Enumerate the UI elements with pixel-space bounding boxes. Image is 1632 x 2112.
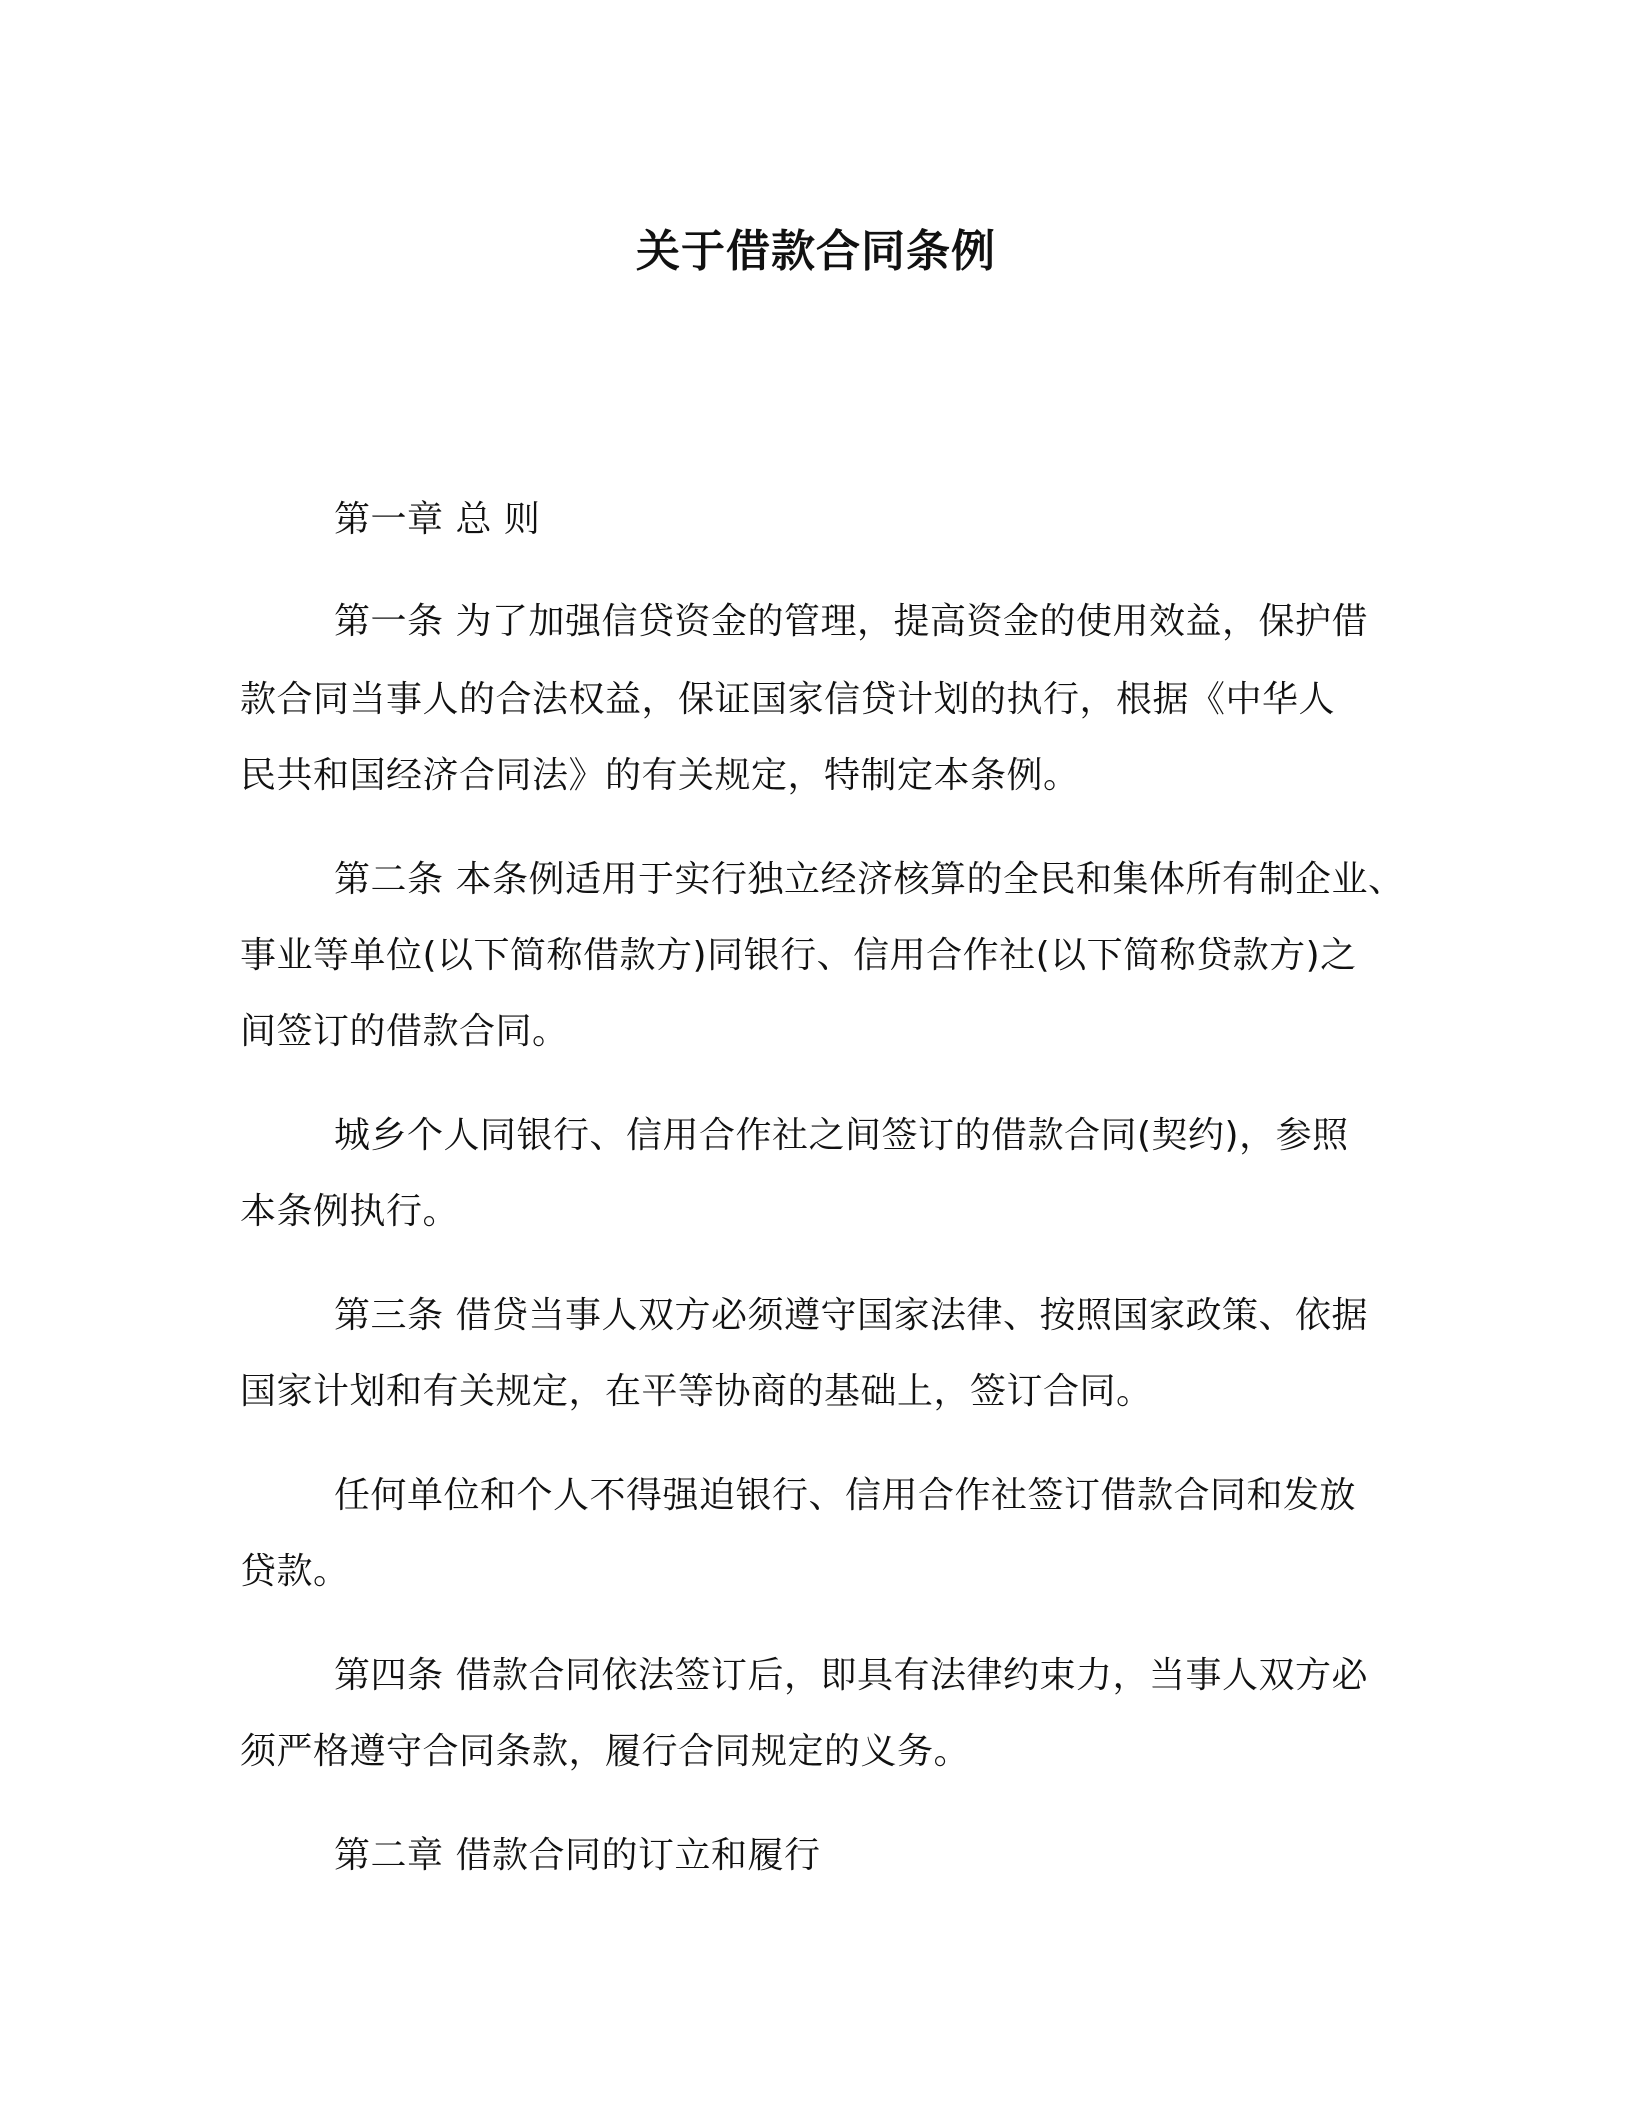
paragraph-individuals-line-2: 本条例执行。 — [240, 1191, 460, 1232]
article-3-line-2: 国家计划和有关规定，在平等协商的基础上，签订合同。 — [240, 1371, 1153, 1412]
paragraph-no-coercion-line-1: 任何单位和个人不得强迫银行、信用合作社签订借款合同和发放 — [334, 1475, 1357, 1516]
chapter-heading-2: 第二章 借款合同的订立和履行 — [334, 1835, 821, 1876]
article-2-line-1: 第二条 本条例适用于实行独立经济核算的全民和集体所有制企业、 — [334, 859, 1405, 900]
paragraph-individuals-line-1: 城乡个人同银行、信用合作社之间签订的借款合同(契约)，参照 — [334, 1115, 1349, 1156]
article-4-line-2: 须严格遵守合同条款，履行合同规定的义务。 — [240, 1731, 971, 1772]
article-3-line-1: 第三条 借贷当事人双方必须遵守国家法律、按照国家政策、依据 — [334, 1295, 1368, 1336]
article-1-line-2: 款合同当事人的合法权益，保证国家信贷计划的执行，根据《中华人 — [240, 679, 1336, 720]
paragraph-no-coercion-line-2: 贷款。 — [240, 1551, 350, 1592]
article-2-line-3: 间签订的借款合同。 — [240, 1011, 569, 1052]
article-1-line-3: 民共和国经济合同法》的有关规定，特制定本条例。 — [240, 755, 1080, 796]
article-4-line-1: 第四条 借款合同依法签订后，即具有法律约束力，当事人双方必 — [334, 1655, 1368, 1696]
chapter-heading-1: 第一章 总 则 — [334, 499, 541, 540]
article-2-line-2: 事业等单位(以下简称借款方)同银行、信用合作社(以下简称贷款方)之 — [240, 935, 1357, 976]
article-1-line-1: 第一条 为了加强信贷资金的管理，提高资金的使用效益，保护借 — [334, 601, 1368, 642]
document-title: 关于借款合同条例 — [636, 226, 996, 277]
